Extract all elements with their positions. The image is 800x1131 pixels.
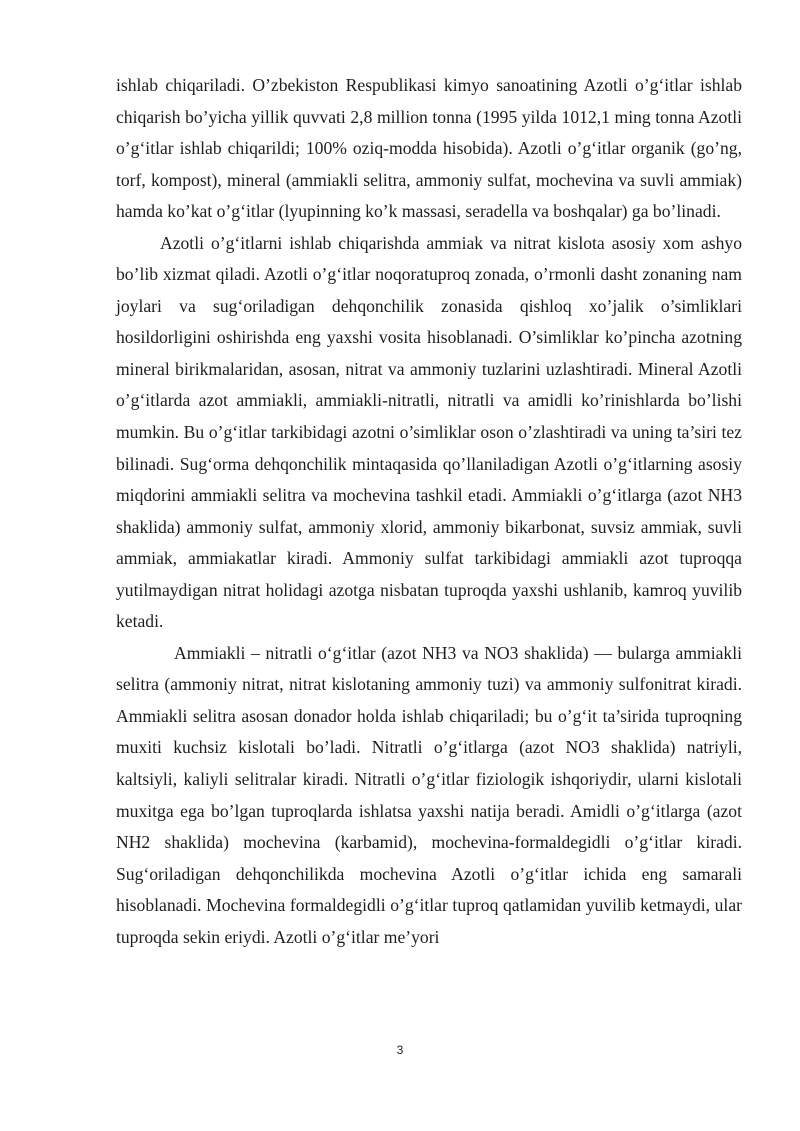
body-text	[116, 70, 742, 953]
paragraph-ammiakli-nitratli: Ammiakli – nitratli o‘g‘itlar (azot NH3 va NO3 shaklida) — bularga ammiakli selitra (ammoniy nitrat, nitrat kislotaning ammoniy tuzi) va ammoniy sulfonitrat kiradi. Ammiakli selitra asosan donador holda ishlab chiqariladi; bu o’g‘it ta’sirida tuproqning muxiti kuchsiz kislotali bo’ladi. Nitratli o’g‘itlarga (azot NO3 shaklida) natriyli, kaltsiyli, kaliyli selitralar kiradi. Nitratli o’g‘itlar fiziologik ishqoriydir, ularni kislotali muxitga ega bo’lgan tuproqlarda ishlatsa yaxshi natija beradi. Amidli o’g‘itlarga (azot NH2 shaklida) mochevina (karbamid), mochevina-formaldegidli o’g‘itlar kiradi. Sug‘oriladigan dehqonchilikda mochevina Azotli o’g‘itlar ichida eng samarali hisoblanadi. Mochevina formaldegidli o’g‘itlar tuproq qatlamidan yuvilib ketmaydi, ular tuproqda sekin eriydi. Azotli o’g‘itlar me’yori	[116, 642, 742, 947]
page-number: 3	[396, 1043, 404, 1057]
paragraph-azotli-raw-materials: Azotli o’g‘itlarni ishlab chiqarishda ammiak va nitrat kislota asosiy xom ashyo bo’lib xizmat qiladi. Azotli o’g‘itlar noqoratuproq zonada, o’rmonli dasht zonaning nam joylari va sug‘oriladigan dehqonchilik zonasida qishloq xo’jalik o’simliklari hosildorligini oshirishda eng yaxshi vosita hisoblanadi. O’simliklar ko’pincha azotning mineral birikmalaridan, asosan, nitrat va ammoniy tuzlarini uzlashtiradi. Mineral Azotli o’g‘itlarda azot ammiakli, ammiakli-nitratli, nitratli va amidli ko’rinishlarda bo’lishi mumkin. Bu o’g‘itlar tarkibidagi azotni o’simliklar oson o’zlashtiradi va uning ta’siri tez bilinadi. Sug‘orma dehqonchilik mintaqasida qo’llaniladigan Azotli o’g‘itlarning asosiy miqdorini ammiakli selitra va mochevina tashkil etadi. Ammiakli o’g‘itlarga (azot NH3 shaklida) ammoniy sulfat, ammoniy xlorid, ammoniy bikarbonat, suvsiz ammiak, suvli ammiak, ammiakatlar kiradi. Ammoniy sulfat tarkibidagi ammiakli azot tuproqqa yutilmaydigan nitrat holidagi azotga nisbatan tuproqda yaxshi ushlanib, kamroq yuvilib ketadi.	[116, 232, 742, 632]
paragraph-continuation: ishlab chiqariladi. O’zbekiston Respublikasi kimyo sanoatining Azotli o’g‘itlar ishlab chiqarish bo’yicha yillik quvvati 2,8 million tonna (1995 yilda 1012,1 ming tonna Azotli o’g‘itlar ishlab chiqarildi; 100% oziq-modda hisobida). Azotli o’g‘itlar organik (go’ng, torf, kompost), mineral (ammiakli selitra, ammoniy sulfat, mochevina va suvli ammiak) hamda ko’kat o’g‘itlar (lyupinning ko’k massasi, seradella va boshqalar) ga bo’linadi.	[116, 75, 742, 222]
